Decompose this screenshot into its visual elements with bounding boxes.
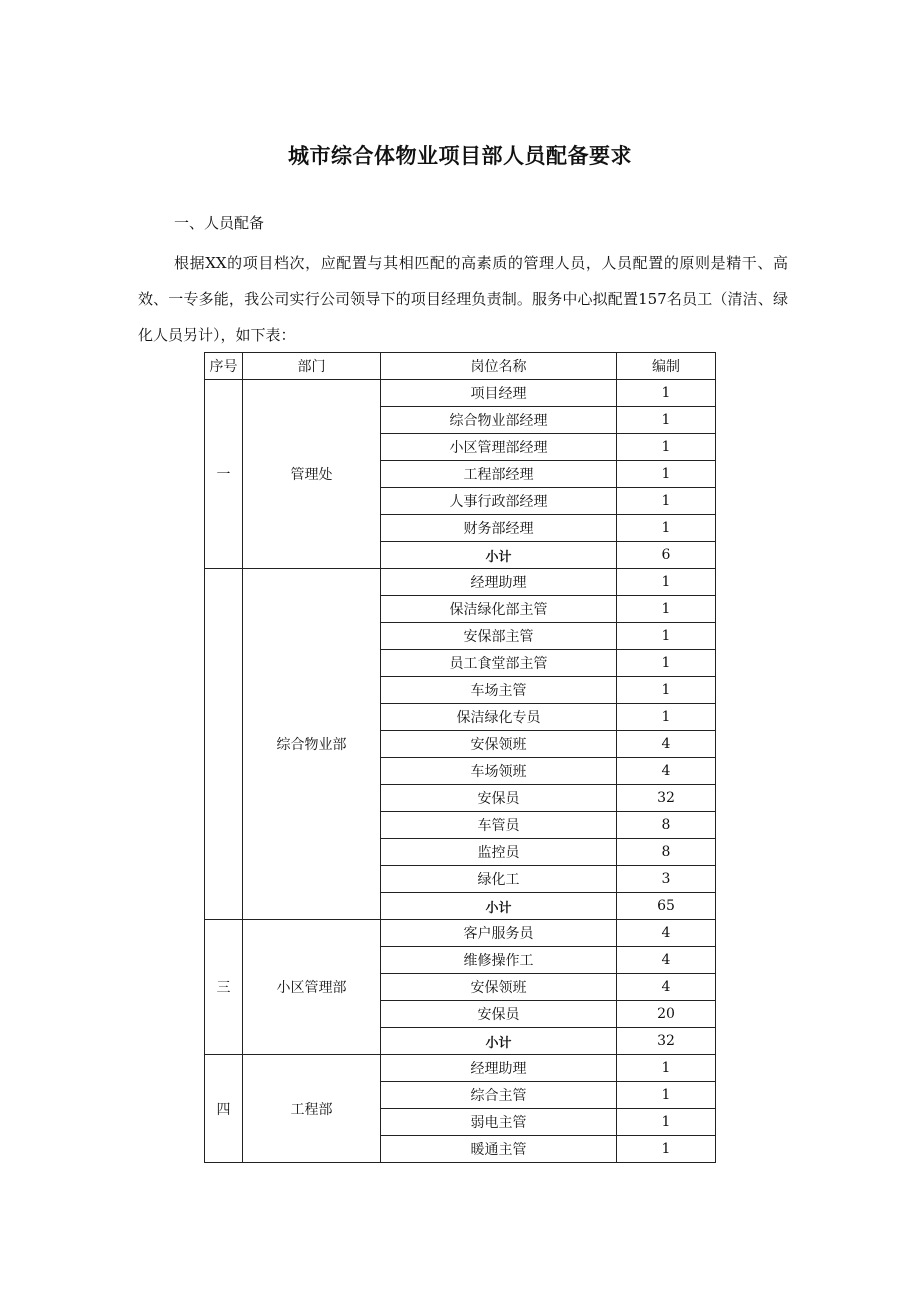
headcount-cell: 20 (617, 1001, 716, 1028)
headcount-cell: 1 (617, 1082, 716, 1109)
headcount-cell: 1 (617, 623, 716, 650)
headcount-cell: 65 (617, 893, 716, 920)
post-name-cell: 安保员 (381, 1001, 617, 1028)
post-name-cell: 综合主管 (381, 1082, 617, 1109)
post-name-cell: 绿化工 (381, 866, 617, 893)
headcount-cell: 1 (617, 515, 716, 542)
headcount-cell: 6 (617, 542, 716, 569)
group-dept: 综合物业部 (243, 569, 381, 920)
headcount-cell: 1 (617, 1109, 716, 1136)
group-seq: 四 (205, 1055, 243, 1163)
header-count: 编制 (617, 353, 716, 380)
post-name-cell: 暖通主管 (381, 1136, 617, 1163)
staffing-table (204, 352, 716, 1163)
headcount-cell: 1 (617, 596, 716, 623)
headcount-cell: 1 (617, 677, 716, 704)
post-name-cell: 经理助理 (381, 1055, 617, 1082)
section-heading: 一、人员配备 (174, 214, 265, 232)
post-name-cell: 车场领班 (381, 758, 617, 785)
group-dept: 工程部 (243, 1055, 381, 1163)
group-seq: 一 (205, 380, 243, 569)
post-name-cell: 小计 (381, 542, 617, 569)
post-name-cell: 监控员 (381, 839, 617, 866)
post-name-cell: 安保员 (381, 785, 617, 812)
headcount-cell: 8 (617, 812, 716, 839)
headcount-cell: 1 (617, 704, 716, 731)
group-dept: 小区管理部 (243, 920, 381, 1055)
post-name-cell: 安保领班 (381, 731, 617, 758)
post-name-cell: 小计 (381, 893, 617, 920)
post-name-cell: 员工食堂部主管 (381, 650, 617, 677)
post-name-cell: 安保部主管 (381, 623, 617, 650)
post-name-cell: 小计 (381, 1028, 617, 1055)
table-body (205, 380, 716, 1163)
table-row (205, 569, 716, 596)
headcount-cell: 4 (617, 920, 716, 947)
headcount-cell: 3 (617, 866, 716, 893)
post-name-cell: 车场主管 (381, 677, 617, 704)
group-dept: 管理处 (243, 380, 381, 569)
headcount-cell: 1 (617, 407, 716, 434)
post-name-cell: 保洁绿化部主管 (381, 596, 617, 623)
headcount-cell: 1 (617, 434, 716, 461)
headcount-cell: 1 (617, 650, 716, 677)
post-name-cell: 经理助理 (381, 569, 617, 596)
page-title: 城市综合体物业项目部人员配备要求 (288, 144, 632, 168)
headcount-cell: 4 (617, 758, 716, 785)
post-name-cell: 安保领班 (381, 974, 617, 1001)
table-row (205, 1055, 716, 1082)
post-name-cell: 车管员 (381, 812, 617, 839)
header-seq: 序号 (205, 353, 243, 380)
headcount-cell: 4 (617, 947, 716, 974)
post-name-cell: 人事行政部经理 (381, 488, 617, 515)
post-name-cell: 保洁绿化专员 (381, 704, 617, 731)
headcount-cell: 1 (617, 569, 716, 596)
header-post: 岗位名称 (381, 353, 617, 380)
headcount-cell: 1 (617, 1055, 716, 1082)
table-row (205, 380, 716, 407)
post-name-cell: 工程部经理 (381, 461, 617, 488)
table-header-row (205, 353, 716, 380)
group-seq (205, 569, 243, 920)
post-name-cell: 财务部经理 (381, 515, 617, 542)
post-name-cell: 小区管理部经理 (381, 434, 617, 461)
header-dept: 部门 (243, 353, 381, 380)
intro-paragraph: 根据XX的项目档次，应配置与其相匹配的高素质的管理人员，人员配置的原则是精干、高效、一专多能，我公司实行公司领导下的项目经理负责制。服务中心拟配置157名员工（清洁、绿化人员另计），如下表： (138, 254, 788, 344)
headcount-cell: 1 (617, 461, 716, 488)
post-name-cell: 维修操作工 (381, 947, 617, 974)
group-seq: 三 (205, 920, 243, 1055)
headcount-cell: 1 (617, 488, 716, 515)
headcount-cell: 4 (617, 731, 716, 758)
headcount-cell: 1 (617, 380, 716, 407)
post-name-cell: 综合物业部经理 (381, 407, 617, 434)
headcount-cell: 1 (617, 1136, 716, 1163)
headcount-cell: 32 (617, 1028, 716, 1055)
headcount-cell: 8 (617, 839, 716, 866)
headcount-cell: 4 (617, 974, 716, 1001)
post-name-cell: 弱电主管 (381, 1109, 617, 1136)
post-name-cell: 项目经理 (381, 380, 617, 407)
post-name-cell: 客户服务员 (381, 920, 617, 947)
table-row (205, 920, 716, 947)
headcount-cell: 32 (617, 785, 716, 812)
